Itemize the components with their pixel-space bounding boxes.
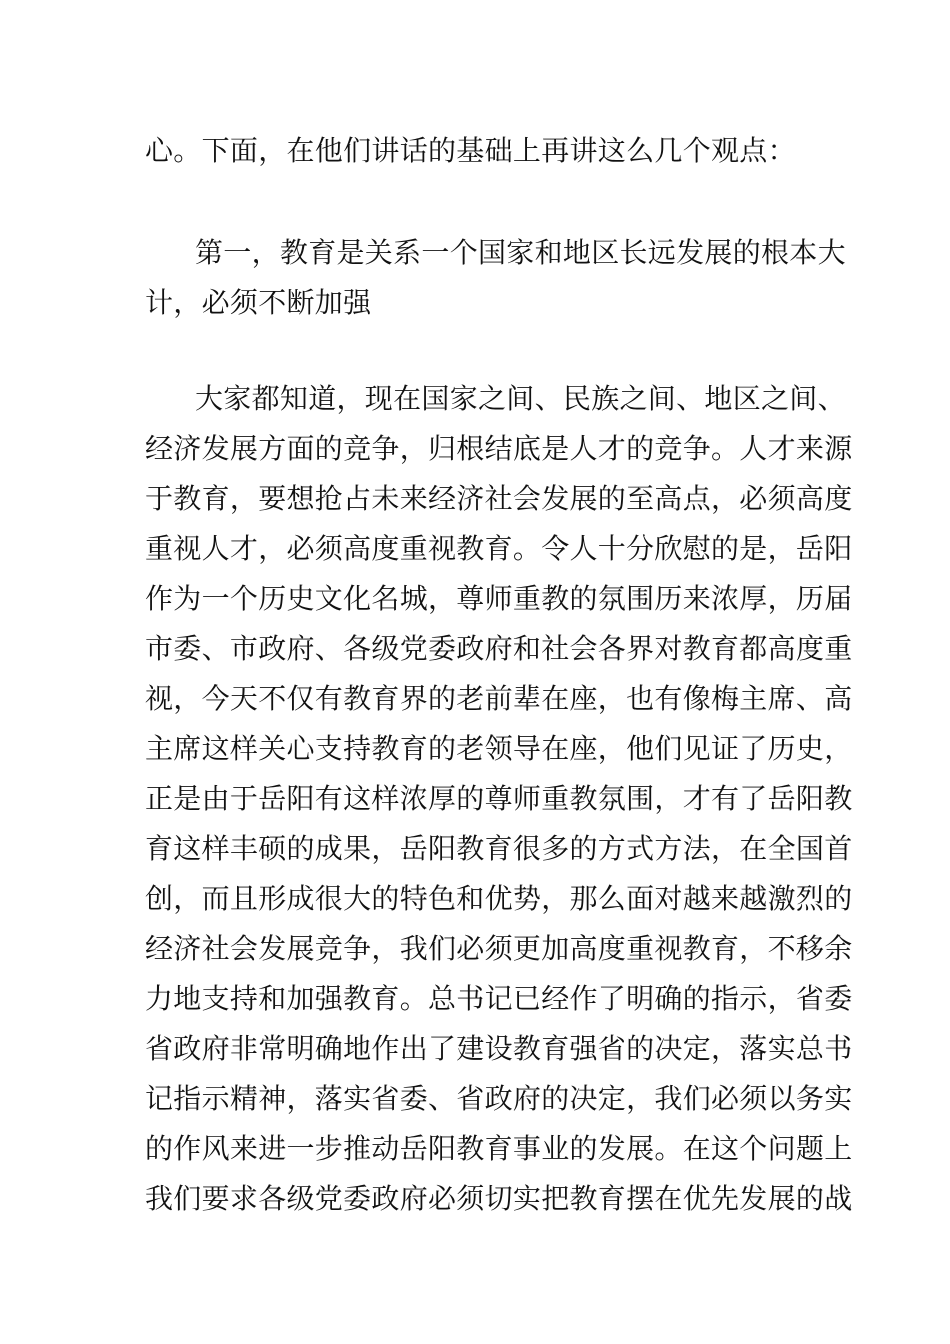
body-line-16: 的作风来进一步推动岳阳教育事业的发展。在这个问题上 bbox=[145, 1132, 853, 1165]
heading-line-1: 第一，教育是关系一个国家和地区长远发展的根本大 bbox=[195, 236, 846, 269]
body-line-15: 记指示精神，落实省委、省政府的决定，我们必须以务实 bbox=[145, 1082, 853, 1115]
body-line-2: 经济发展方面的竞争，归根结底是人才的竞争。人才来源 bbox=[145, 432, 853, 465]
body-line-9: 正是由于岳阳有这样浓厚的尊师重教氛围，才有了岳阳教 bbox=[145, 782, 853, 815]
body-line-4: 重视人才，必须高度重视教育。令人十分欣慰的是，岳阳 bbox=[145, 532, 853, 565]
body-line-8: 主席这样关心支持教育的老领导在座，他们见证了历史， bbox=[145, 732, 853, 765]
body-line-13: 力地支持和加强教育。总书记已经作了明确的指示，省委 bbox=[145, 982, 853, 1015]
body-line-14: 省政府非常明确地作出了建设教育强省的决定，落实总书 bbox=[145, 1032, 853, 1065]
intro-line: 心。下面，在他们讲话的基础上再讲这么几个观点： bbox=[145, 134, 796, 167]
body-line-12: 经济社会发展竞争，我们必须更加高度重视教育，不移余 bbox=[145, 932, 853, 965]
body-line-17: 我们要求各级党委政府必须切实把教育摆在优先发展的战 bbox=[145, 1182, 853, 1215]
body-line-10: 育这样丰硕的成果，岳阳教育很多的方式方法，在全国首 bbox=[145, 832, 853, 865]
body-line-3: 于教育，要想抢占未来经济社会发展的至高点，必须高度 bbox=[145, 482, 853, 515]
body-line-5: 作为一个历史文化名城，尊师重教的氛围历来浓厚，历届 bbox=[145, 582, 853, 615]
body-line-1: 大家都知道，现在国家之间、民族之间、地区之间、 bbox=[195, 382, 846, 415]
body-line-11: 创，而且形成很大的特色和优势，那么面对越来越激烈的 bbox=[145, 882, 853, 915]
body-line-6: 市委、市政府、各级党委政府和社会各界对教育都高度重 bbox=[145, 632, 853, 665]
heading-line-2: 计，必须不断加强 bbox=[145, 286, 372, 319]
body-line-7: 视，今天不仅有教育界的老前辈在座，也有像梅主席、高 bbox=[145, 682, 853, 715]
